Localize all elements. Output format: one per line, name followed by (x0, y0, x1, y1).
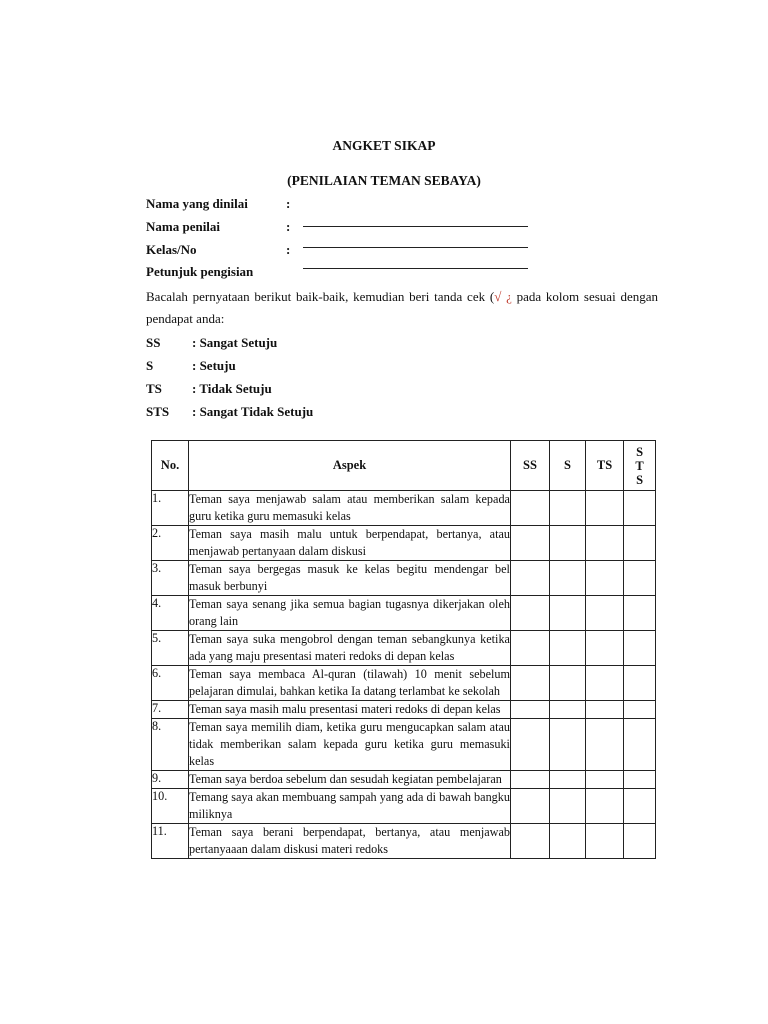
ts-cell[interactable] (586, 789, 624, 824)
row-aspek: Teman saya memilih diam, ketika guru mengucapkan salam atau tidak memberikan salam kepada guru ketika guru memasuki kelas (189, 719, 511, 771)
table-row (152, 596, 656, 631)
kelas-no-label: Kelas/No (146, 242, 197, 257)
sts-cell[interactable] (624, 719, 656, 771)
sts-cell[interactable] (624, 526, 656, 561)
s-cell[interactable] (550, 631, 586, 666)
ts-cell[interactable] (586, 526, 624, 561)
check-mark-icon: √ ¿ (494, 289, 512, 304)
sts-cell[interactable] (624, 596, 656, 631)
row-aspek: Teman saya berani berpendapat, bertanya, atau menjawab pertanyaaan dalam diskusi materi redoks (189, 824, 511, 859)
row-number: 7. (152, 701, 189, 719)
ss-cell[interactable] (510, 631, 549, 666)
row-aspek: Teman saya bergegas masuk ke kelas begitu mendengar bel masuk berbunyi (189, 561, 511, 596)
ss-cell[interactable] (510, 561, 549, 596)
header-no: No. (152, 441, 189, 491)
questionnaire-table (151, 440, 656, 859)
row-aspek: Teman saya membaca Al-quran (tilawah) 10 menit sebelum pelajaran dimulai, bahkan ketika Ia datang terlambat ke sekolah (189, 666, 511, 701)
table-row (152, 561, 656, 596)
s-cell[interactable] (550, 491, 586, 526)
sts-cell[interactable] (624, 789, 656, 824)
sts-cell[interactable] (624, 631, 656, 666)
row-number: 6. (152, 666, 189, 701)
ts-cell[interactable] (586, 719, 624, 771)
nama-penilai-label: Nama penilai (146, 219, 221, 234)
legend-code: STS (146, 404, 170, 419)
petunjuk-label: Petunjuk pengisian (146, 264, 254, 279)
ts-cell[interactable] (586, 491, 624, 526)
legend-code: S (146, 358, 154, 373)
table-row (152, 824, 656, 859)
s-cell[interactable] (550, 824, 586, 859)
s-cell[interactable] (550, 701, 586, 719)
s-cell[interactable] (550, 789, 586, 824)
header-ss: SS (510, 441, 549, 491)
ss-cell[interactable] (510, 719, 549, 771)
row-aspek: Teman saya suka mengobrol dengan teman sebangkunya ketika ada yang maju presentasi materi redoks di depan kelas (189, 631, 511, 666)
sts-cell[interactable] (624, 666, 656, 701)
ss-cell[interactable] (510, 789, 549, 824)
legend-meaning: : Tidak Setuju (192, 381, 272, 396)
s-cell[interactable] (550, 719, 586, 771)
nama-dinilai-colon: : (286, 196, 291, 211)
row-aspek: Teman saya berdoa sebelum dan sesudah kegiatan pembelajaran (189, 771, 511, 789)
table-row (152, 491, 656, 526)
table-header-row (152, 441, 656, 491)
header-aspek: Aspek (189, 441, 511, 491)
nama-penilai-line (303, 247, 528, 248)
legend-code: SS (146, 335, 161, 350)
ts-cell[interactable] (586, 701, 624, 719)
nama-dinilai-label: Nama yang dinilai (146, 196, 248, 211)
row-aspek: Teman saya masih malu untuk berpendapat, bertanya, atau menjawab pertanyaan dalam diskusi (189, 526, 511, 561)
table-row (152, 526, 656, 561)
legend-meaning: : Setuju (192, 358, 236, 373)
document-title: ANGKET SIKAP (332, 138, 436, 153)
sts-cell[interactable] (624, 824, 656, 859)
kelas-no-line (303, 268, 528, 269)
row-aspek: Teman saya masih malu presentasi materi redoks di depan kelas (189, 701, 511, 719)
legend-meaning: : Sangat Setuju (192, 335, 278, 350)
nama-penilai-colon: : (286, 219, 291, 234)
row-aspek: Teman saya menjawab salam atau memberikan salam kepada guru ketika guru memasuki kelas (189, 491, 511, 526)
ss-cell[interactable] (510, 666, 549, 701)
row-number: 1. (152, 491, 189, 526)
legend-meaning: : Sangat Tidak Setuju (192, 404, 314, 419)
table-row (152, 771, 656, 789)
table-row (152, 719, 656, 771)
legend-code: TS (146, 381, 162, 396)
ss-cell[interactable] (510, 824, 549, 859)
row-number: 2. (152, 526, 189, 561)
row-number: 8. (152, 719, 189, 771)
s-cell[interactable] (550, 666, 586, 701)
table-row (152, 701, 656, 719)
table-row (152, 789, 656, 824)
kelas-no-colon: : (286, 242, 291, 257)
ss-cell[interactable] (510, 771, 549, 789)
nama-dinilai-line (303, 226, 528, 227)
ss-cell[interactable] (510, 491, 549, 526)
row-aspek: Teman saya senang jika semua bagian tugasnya dikerjakan oleh orang lain (189, 596, 511, 631)
s-cell[interactable] (550, 526, 586, 561)
ts-cell[interactable] (586, 631, 624, 666)
row-number: 10. (152, 789, 189, 824)
sts-cell[interactable] (624, 561, 656, 596)
header-s: S (550, 441, 586, 491)
row-number: 4. (152, 596, 189, 631)
row-number: 11. (152, 824, 189, 859)
sts-cell[interactable] (624, 771, 656, 789)
row-number: 9. (152, 771, 189, 789)
ts-cell[interactable] (586, 771, 624, 789)
row-number: 5. (152, 631, 189, 666)
s-cell[interactable] (550, 596, 586, 631)
ss-cell[interactable] (510, 701, 549, 719)
document-subtitle: (PENILAIAN TEMAN SEBAYA) (287, 173, 481, 188)
sts-cell[interactable] (624, 701, 656, 719)
sts-cell[interactable] (624, 491, 656, 526)
table-row (152, 666, 656, 701)
header-sts: S T S (624, 441, 656, 491)
instruction-text: Bacalah pernyataan berikut baik-baik, kemudian beri tanda cek (√ ¿ pada kolom sesuai dengan pendapat anda: (146, 289, 659, 326)
row-number: 3. (152, 561, 189, 596)
ss-cell[interactable] (510, 526, 549, 561)
ts-cell[interactable] (586, 824, 624, 859)
s-cell[interactable] (550, 561, 586, 596)
ts-cell[interactable] (586, 596, 624, 631)
row-aspek: Temang saya akan membuang sampah yang ada di bawah bangku miliknya (189, 789, 511, 824)
ts-cell[interactable] (586, 666, 624, 701)
ts-cell[interactable] (586, 561, 624, 596)
ss-cell[interactable] (510, 596, 549, 631)
table-row (152, 631, 656, 666)
s-cell[interactable] (550, 771, 586, 789)
header-ts: TS (586, 441, 624, 491)
